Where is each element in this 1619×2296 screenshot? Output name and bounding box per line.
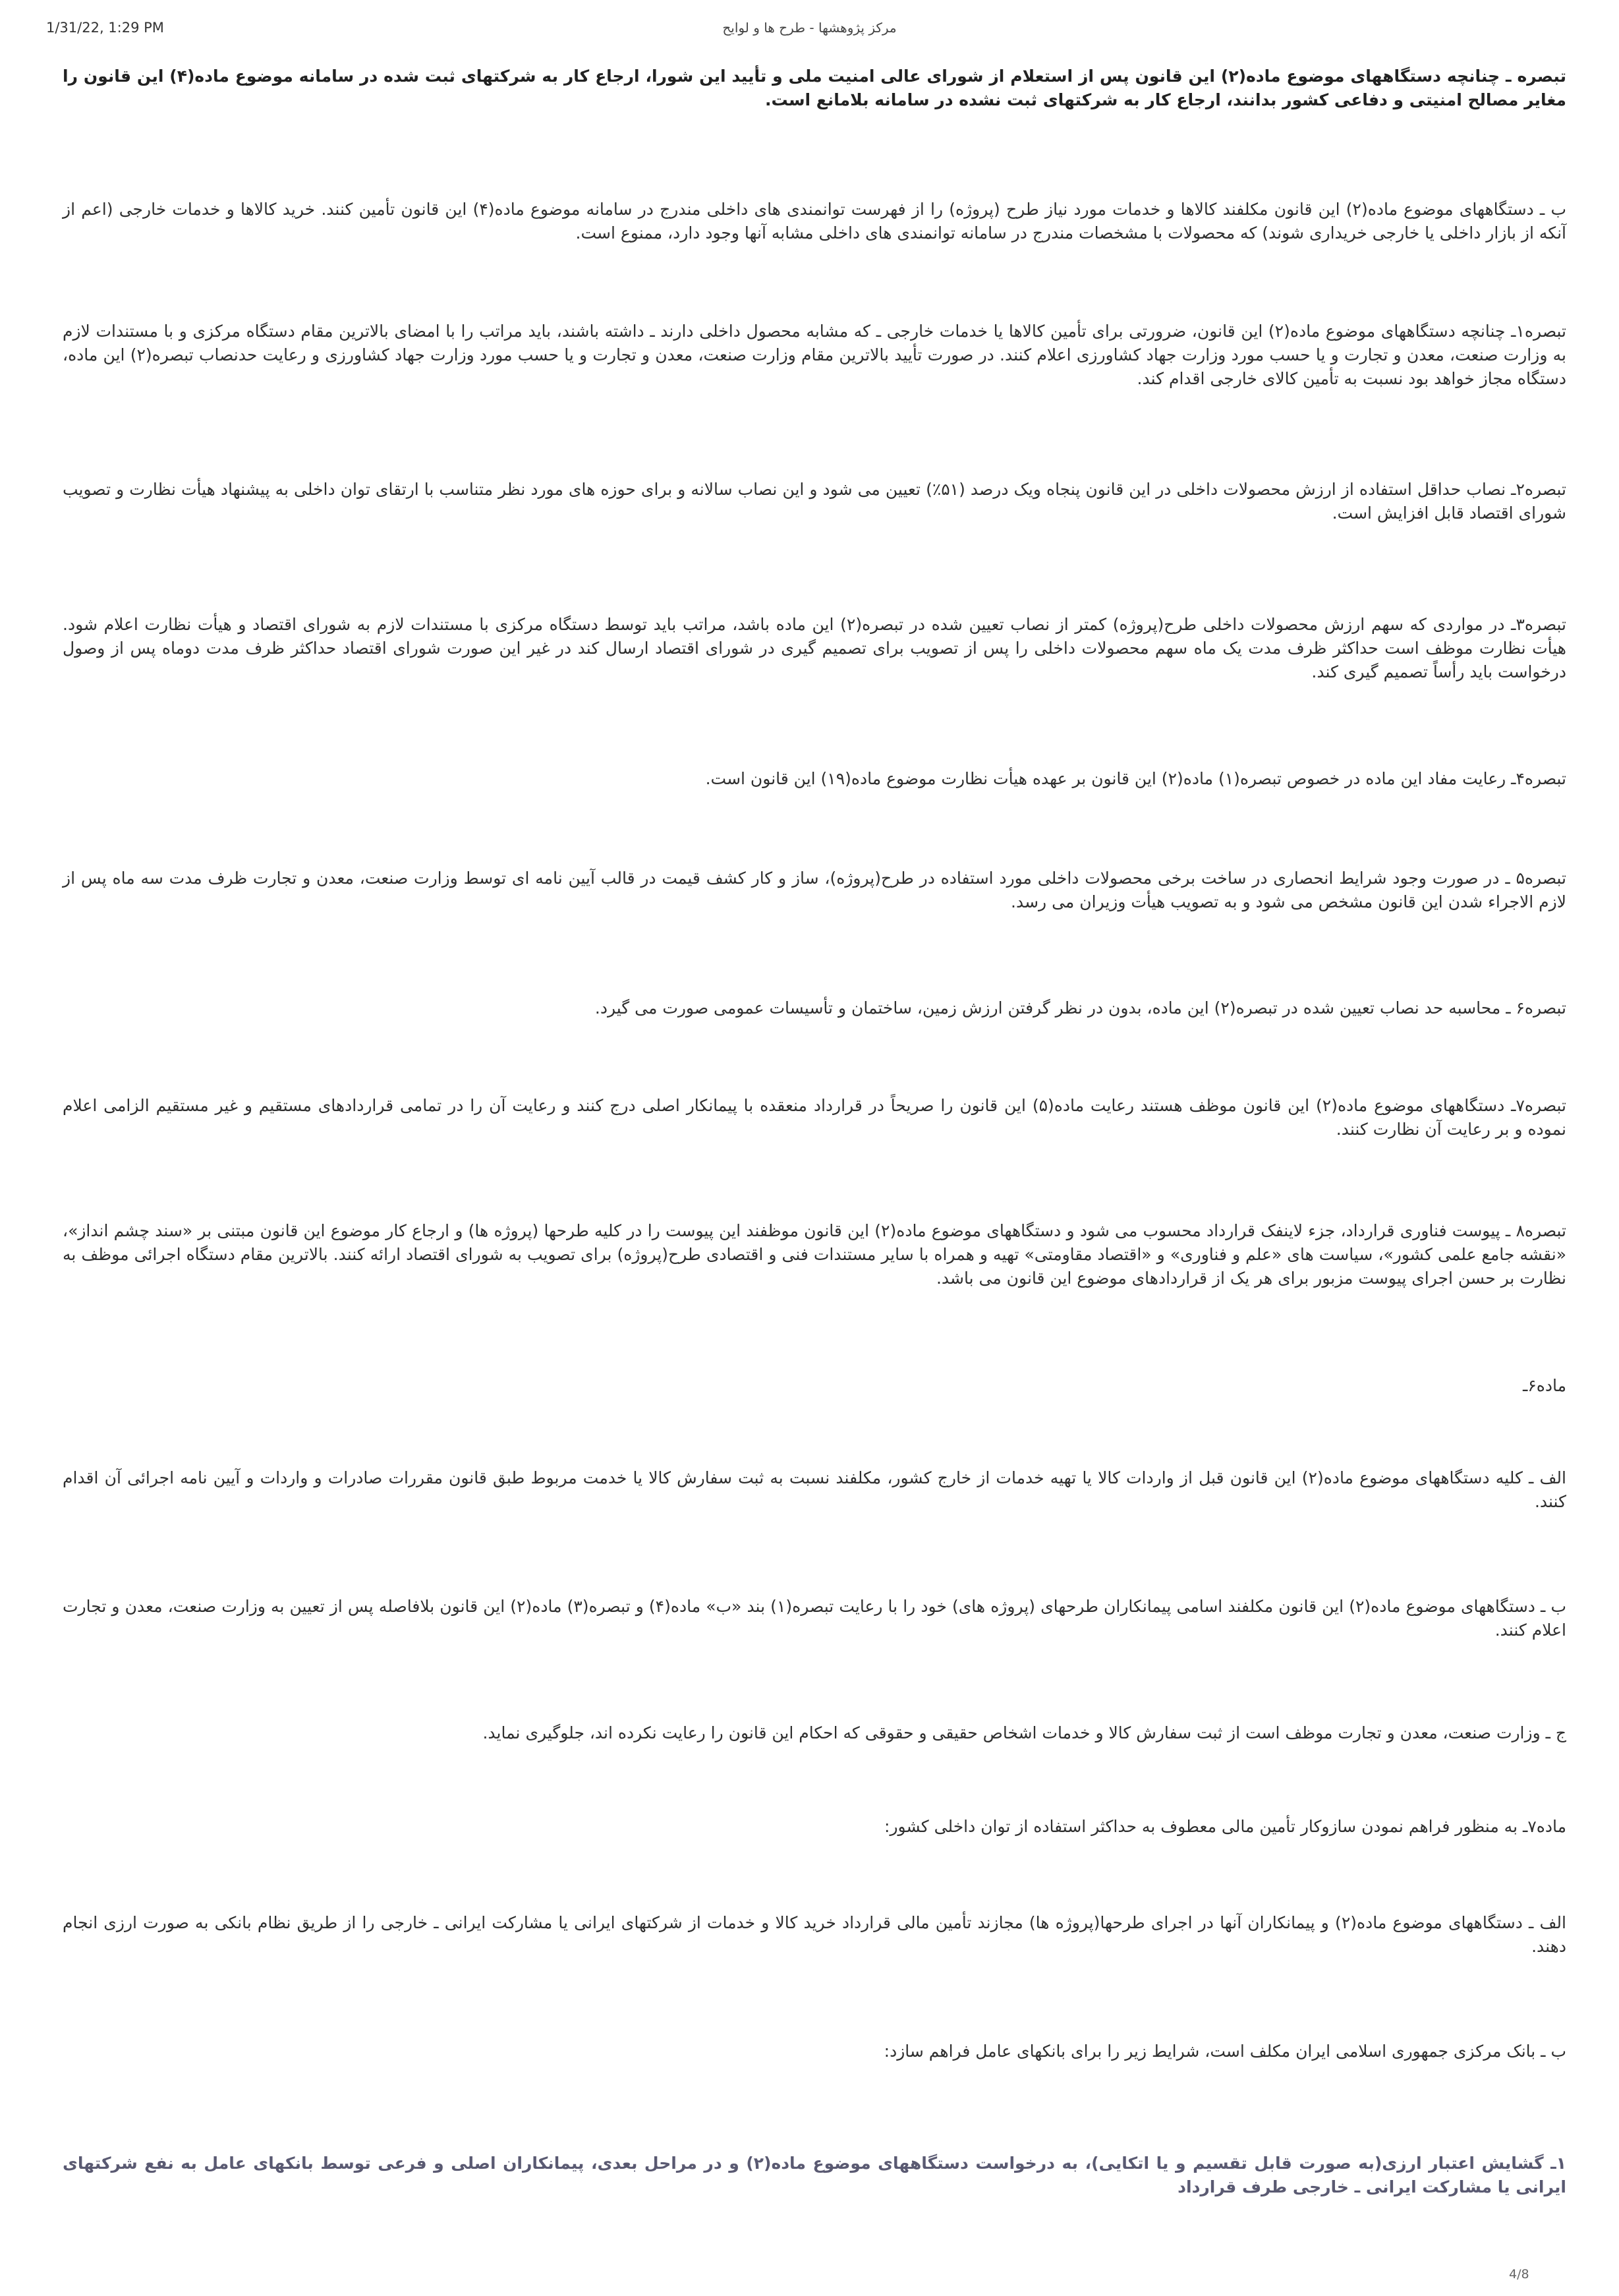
- paragraph-article-6-clause-a: الف ـ کلیه دستگاههای موضوع ماده(۲) این قانون قبل از واردات کالا یا تهیه خدمات از خارج کشور، مکلفند نسبت به ثبت سفارش کالا یا خدمت مربوط طبق قانون مقررات صادرات و واردات و آیین نامه اجرائی آن اقدام کنند.: [63, 1468, 1566, 1511]
- paragraph-tabsareh-1: تبصره۱ـ چنانچه دستگاههای موضوع ماده(۲) این قانون، ضرورتی برای تأمین کالاها یا خدمات خارجی ـ که مشابه محصول داخلی دارند ـ داشته باشند، باید مراتب را با امضای بالاترین مقام دستگاه مرکزی و با مستندات لازم به وزارت صنعت، معدن و تجارت و یا حسب مورد وزارت جهاد کشاورزی اعلام کنند. در صورت تأیید بالاترین مقام وزارت صنعت، معدن و تجارت و یا حسب مورد وزارت جهاد کشاورزی و رعایت حدنصاب تبصره(۲) این ماده، دستگاه مجاز خواهد بود نسبت به تأمین کالای خارجی اقدام کند.: [63, 322, 1566, 388]
- paragraph-article-6-clause-b: ب ـ دستگاههای موضوع ماده(۲) این قانون مکلفند اسامی پیمانکاران طرحهای (پروژه های) خود را با رعایت تبصره(۱) بند «ب» ماده(۴) و تبصره(۳) ماده(۲) این قانون بلافاصله پس از تعیین به وزارت صنعت، معدن و تجارت اعلام کنند.: [63, 1597, 1566, 1640]
- paragraph-article-7-clause-a: الف ـ دستگاههای موضوع ماده(۲) و پیمانکاران آنها در اجرای طرحها(پروژه ها) مجازند تأمین مالی قرارداد خرید کالا و خدمات از شرکتهای ایرانی یا مشارکت ایرانی ـ خارجی را از طریق نظام بانکی به صورت ارزی انجام دهند.: [63, 1913, 1566, 1956]
- paragraph-article-6-clause-j: ج ـ وزارت صنعت، معدن و تجارت موظف است از ثبت سفارش کالا و خدمات اشخاص حقیقی و حقوقی که احکام این قانون را رعایت نکرده اند، جلوگیری نماید.: [482, 1723, 1566, 1742]
- paragraph-tabsareh-5: تبصره۵ ـ در صورت وجود شرایط انحصاری در ساخت برخی محصولات داخلی مورد استفاده در طرح(پروژه)، ساز و کار کشف قیمت در قالب آیین نامه ای توسط وزارت صنعت، معدن و تجارت ظرف مدت سه ماه پس از لازم الاجراء شدن این قانون مشخص می شود و به تصویب هیأت وزیران می رسد.: [63, 869, 1566, 911]
- page-number: 4/8: [1509, 2267, 1529, 2282]
- article-6-heading: ماده۶ـ: [1522, 1376, 1566, 1395]
- article-7-heading: ماده۷ـ به منظور فراهم نمودن سازوکار تأمین مالی معطوف به حداکثر استفاده از توان داخلی کشور:: [884, 1817, 1566, 1836]
- paragraph-tabsareh-4: تبصره۴ـ رعایت مفاد این ماده در خصوص تبصره(۱) ماده(۲) این قانون بر عهده هیأت نظارت موضوع ماده(۱۹) این قانون است.: [705, 769, 1566, 788]
- paragraph-article-7-item-1: ۱ـ گشایش اعتبار ارزی(به صورت قابل تقسیم و یا اتکایی)، به درخواست دستگاههای موضوع ماده(۲) و در مراحل بعدی، پیمانکاران اصلی و فرعی توسط بانکهای عامل به نفع شرکتهای ایرانی یا مشارکت ایرانی ـ خارجی طرف قرارداد: [63, 2154, 1566, 2196]
- paragraph-tabsareh-security: تبصره ـ چنانچه دستگاههای موضوع ماده(۲) این قانون پس از استعلام از شورای عالی امنیت ملی و تأیید این شورا، ارجاع کار به شرکتهای ثبت شده در سامانه موضوع ماده(۴) این قانون را مغایر مصالح امنیتی و دفاعی کشور بدانند، ارجاع کار به شرکتهای ثبت نشده در سامانه بلامانع است.: [63, 67, 1566, 109]
- paragraph-article-7-clause-b: ب ـ بانک مرکزی جمهوری اسلامی ایران مکلف است، شرایط زیر را برای بانکهای عامل فراهم سازد:: [884, 2042, 1566, 2061]
- paragraph-tabsareh-2: تبصره۲ـ نصاب حداقل استفاده از ارزش محصولات داخلی در این قانون پنجاه ویک درصد (۵۱٪) تعیین می شود و این نصاب سالانه و برای حوزه های مورد نظر متناسب با ارتقای توان داخلی به پیشنهاد هیأت نظارت و تصویب شورای اقتصاد قابل افزایش است.: [63, 480, 1566, 523]
- paragraph-tabsareh-6: تبصره۶ ـ محاسبه حد نصاب تعیین شده در تبصره(۲) این ماده، بدون در نظر گرفتن ارزش زمین، ساختمان و تأسیسات عمومی صورت می گیرد.: [594, 998, 1566, 1018]
- paragraph-clause-b-domestic-supply: ب ـ دستگاههای موضوع ماده(۲) این قانون مکلفند کالاها و خدمات مورد نیاز طرح (پروژه) را از فهرست توانمندی های داخلی مندرج در سامانه موضوع ماده(۴) این قانون تأمین کنند. خرید کالاها و خدمات خارجی (اعم از آنکه از بازار داخلی یا خارجی خریداری شوند) که محصولات با مشخصات مندرج در سامانه توانمندی های داخلی مشابه آنها وجود دارد، ممنوع است.: [63, 200, 1567, 243]
- print-timestamp: 1/31/22, 1:29 PM: [46, 20, 164, 36]
- paragraph-tabsareh-8: تبصره۸ ـ پیوست فناوری قرارداد، جزء لاینفک قرارداد محسوب می شود و دستگاههای موضوع ماده(۲) این قانون موظفند این پیوست را در کلیه طرحها (پروژه ها) و ارجاع کار موضوع این قانون مبتنی بر «سند چشم انداز»، «نقشه جامع علمی کشور»، سیاست های «علم و فناوری» و «اقتصاد مقاومتی» تهیه و همراه با سایر مستندات فنی و اقتصادی طرح(پروژه) برای تصویب به شورای اقتصاد ارائه کنند. بالاترین مقام دستگاه اجرائی موظف به نظارت بر حسن اجرای پیوست مزبور برای هر یک از قراردادهای موضوع این قانون می باشد.: [63, 1221, 1566, 1288]
- paragraph-tabsareh-7: تبصره۷ـ دستگاههای موضوع ماده(۲) این قانون موظف هستند رعایت ماده(۵) این قانون را صریحاً در قرارداد منعقده با پیمانکار اصلی درج کنند و رعایت آن را در تمامی قراردادهای مستقیم و غیر مستقیم الزامی اعلام نموده و بر رعایت آن نظارت کنند.: [63, 1096, 1566, 1139]
- document-title: مرکز پژوهشها - طرح ها و لوایح: [722, 20, 897, 36]
- paragraph-tabsareh-3: تبصره۳ـ در مواردی که سهم ارزش محصولات داخلی طرح(پروژه) کمتر از نصاب تعیین شده در تبصره(۲) این ماده باشد، مراتب باید توسط دستگاه مرکزی با مستندات لازم به شورای اقتصاد و هیأت نظارت اعلام شود. هیأت نظارت موظف است حداکثر ظرف مدت یک ماه سهم محصولات داخلی را پس از تصویب برای تصمیم گیری در شورای اقتصاد ارسال کند در غیر این صورت شورای اقتصاد حداکثر ظرف مدت دوماه پس از وصول درخواست باید رأساً تصمیم گیری کند.: [63, 615, 1566, 681]
